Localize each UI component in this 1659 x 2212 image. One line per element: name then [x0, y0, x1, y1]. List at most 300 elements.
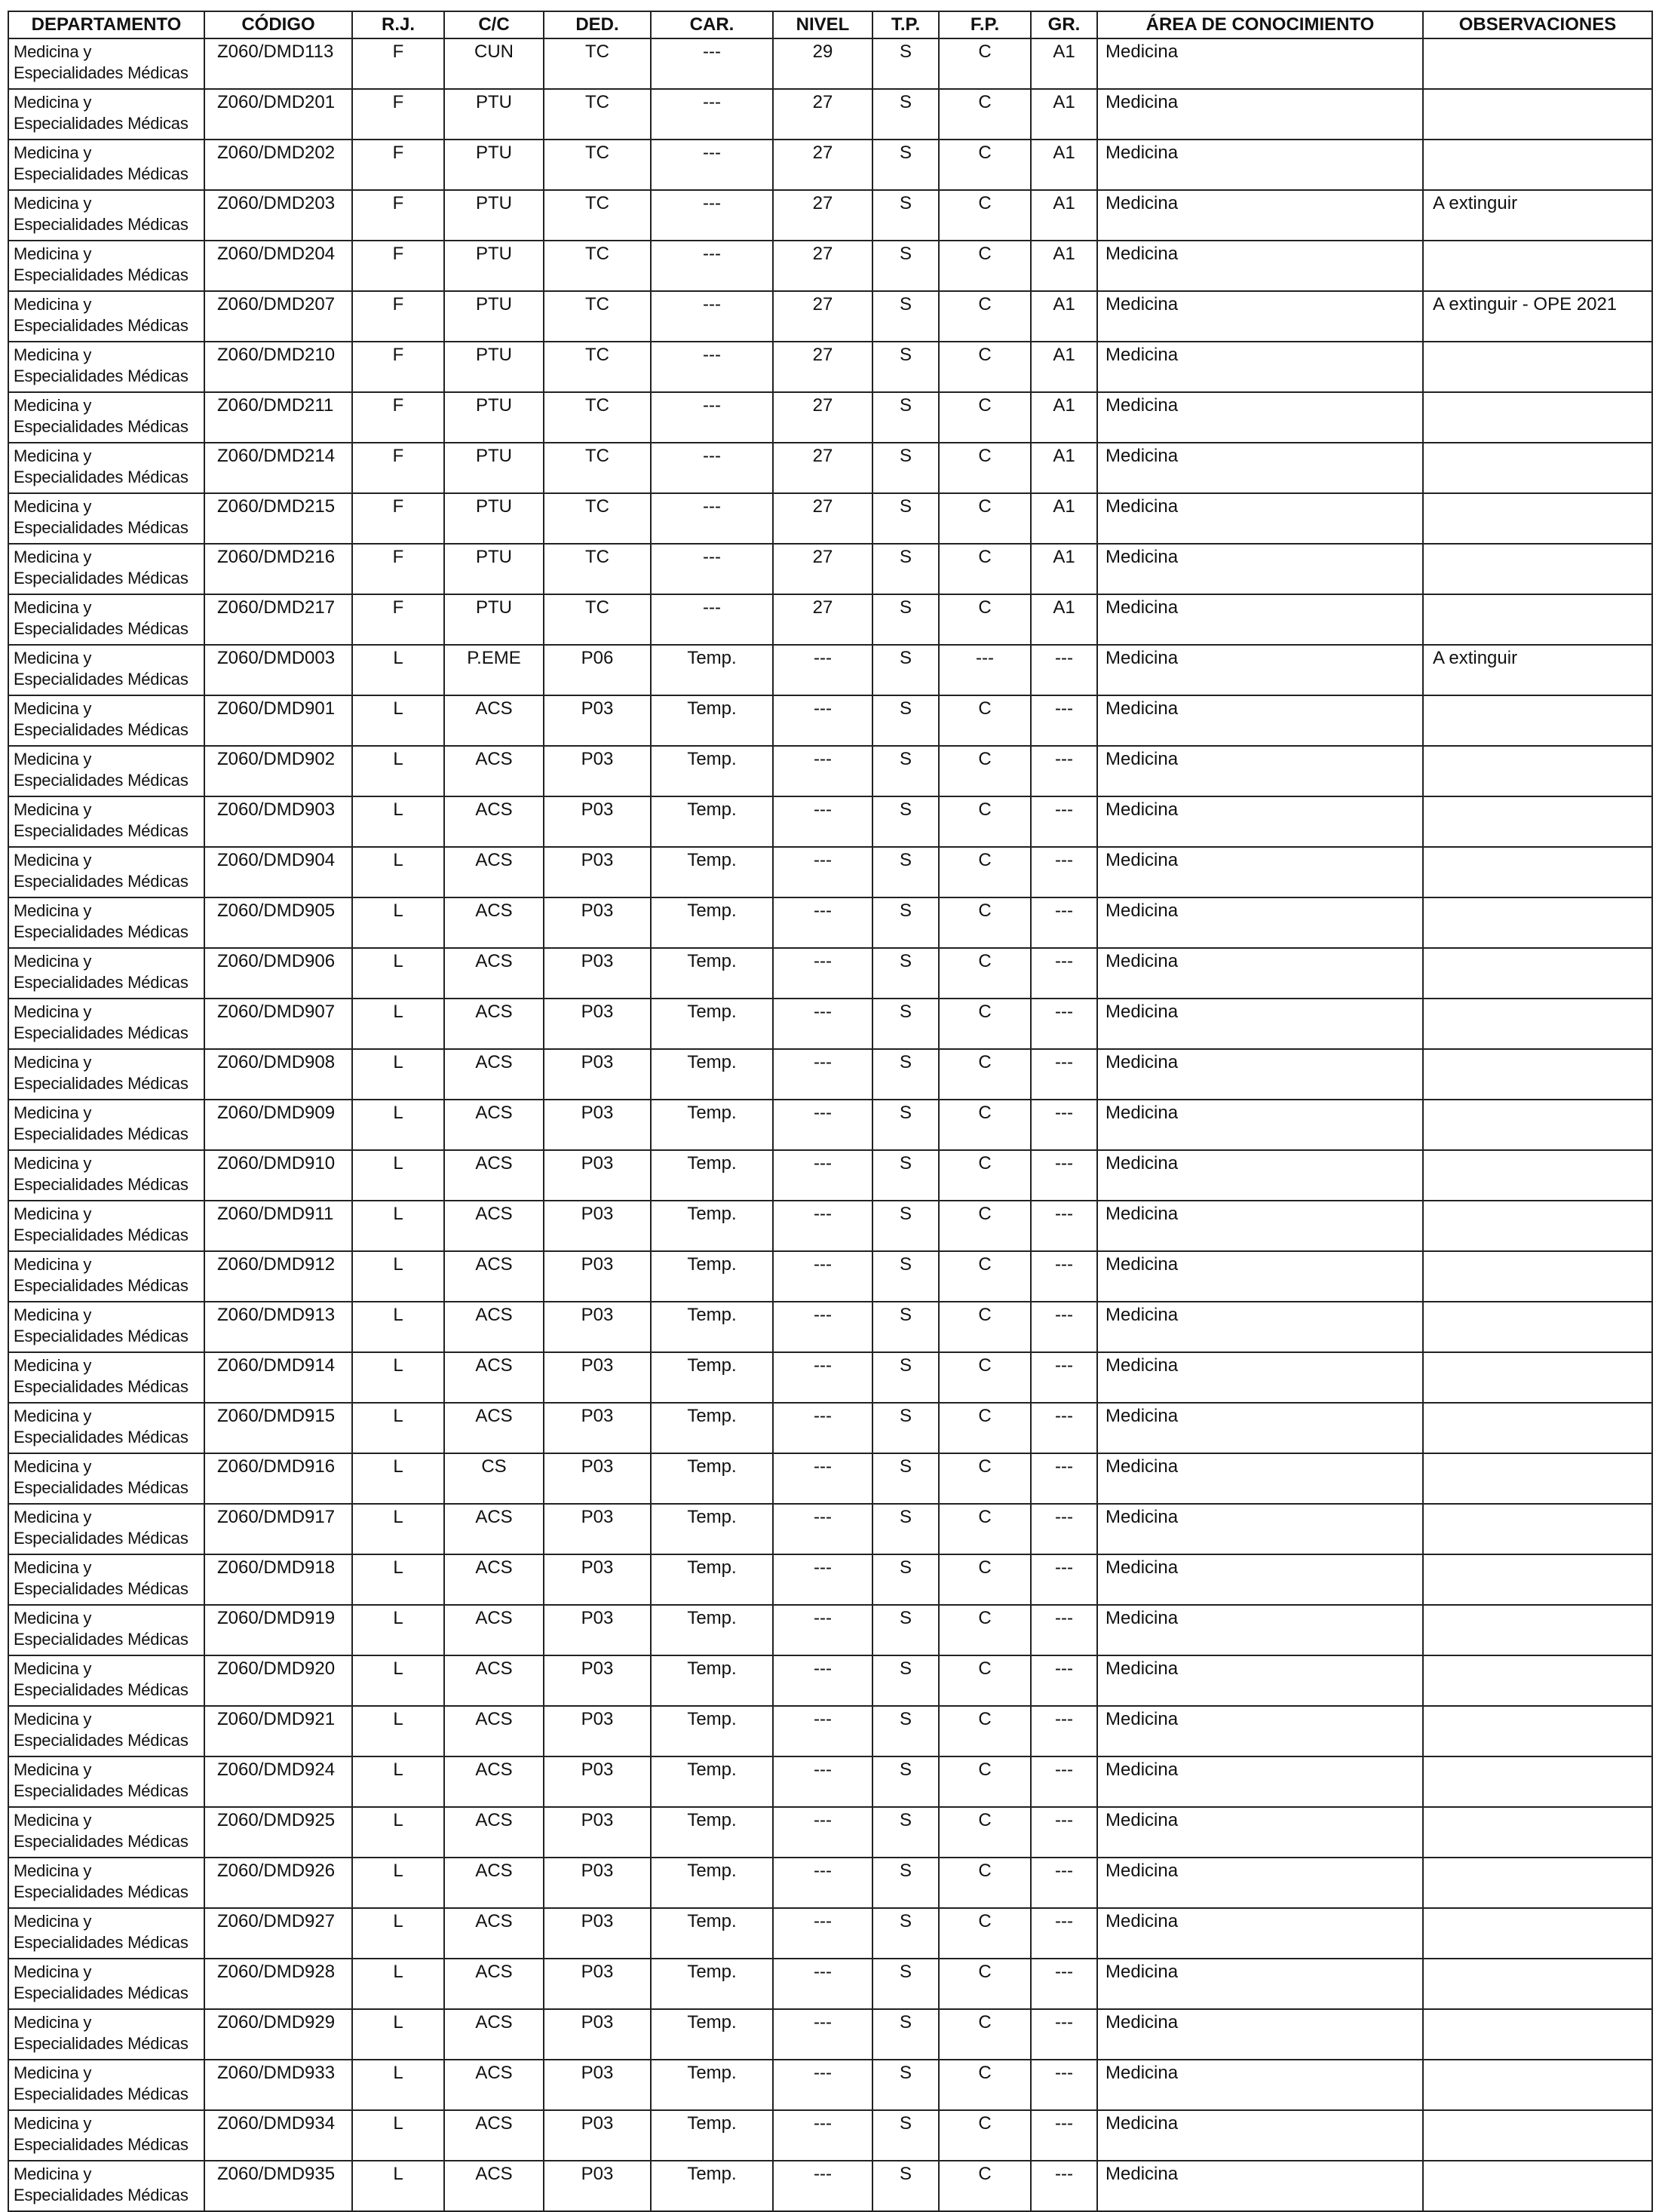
observaciones-cell	[1423, 594, 1652, 645]
cc-cell: ACS	[444, 1100, 544, 1150]
gr-cell: ---	[1031, 1554, 1097, 1605]
cc-cell: ACS	[444, 1706, 544, 1756]
gr-cell: A1	[1031, 594, 1097, 645]
cc-cell: ACS	[444, 695, 544, 746]
fp-cell: C	[939, 443, 1031, 493]
codigo-cell: Z060/DMD914	[204, 1352, 352, 1403]
cc-cell: ACS	[444, 1504, 544, 1554]
ded-cell: P03	[544, 1554, 651, 1605]
codigo-cell: Z060/DMD913	[204, 1302, 352, 1352]
ded-cell: P03	[544, 1605, 651, 1655]
rj-cell: F	[352, 493, 444, 544]
tp-cell: S	[872, 1959, 939, 2009]
table-row	[8, 1554, 1652, 1605]
header-car: CAR.	[651, 11, 773, 38]
departamento-cell: Medicina y Especialidades Médicas	[8, 241, 204, 291]
cc-cell: ACS	[444, 897, 544, 948]
observaciones-cell	[1423, 241, 1652, 291]
car-cell: Temp.	[651, 2110, 773, 2161]
ded-cell: P03	[544, 2161, 651, 2211]
fp-cell: C	[939, 1858, 1031, 1908]
fp-cell: C	[939, 392, 1031, 443]
rj-cell: L	[352, 1403, 444, 1453]
observaciones-cell	[1423, 493, 1652, 544]
ded-cell: P03	[544, 796, 651, 847]
tp-cell: S	[872, 1049, 939, 1100]
nivel-cell: 27	[773, 291, 872, 342]
ded-cell: TC	[544, 291, 651, 342]
car-cell: Temp.	[651, 1302, 773, 1352]
area-cell: Medicina	[1097, 2060, 1423, 2110]
codigo-cell: Z060/DMD207	[204, 291, 352, 342]
gr-cell: ---	[1031, 1251, 1097, 1302]
ded-cell: TC	[544, 392, 651, 443]
observaciones-cell	[1423, 1453, 1652, 1504]
cc-cell: ACS	[444, 1403, 544, 1453]
tp-cell: S	[872, 1251, 939, 1302]
tp-cell: S	[872, 140, 939, 190]
cc-cell: ACS	[444, 847, 544, 897]
gr-cell: ---	[1031, 695, 1097, 746]
fp-cell: C	[939, 1150, 1031, 1201]
area-cell: Medicina	[1097, 1655, 1423, 1706]
car-cell: Temp.	[651, 847, 773, 897]
car-cell: Temp.	[651, 1807, 773, 1858]
gr-cell: A1	[1031, 392, 1097, 443]
cc-cell: PTU	[444, 241, 544, 291]
fp-cell: C	[939, 1706, 1031, 1756]
fp-cell: C	[939, 140, 1031, 190]
nivel-cell: 27	[773, 392, 872, 443]
fp-cell: C	[939, 1302, 1031, 1352]
gr-cell: ---	[1031, 1959, 1097, 2009]
nivel-cell: ---	[773, 948, 872, 999]
rj-cell: F	[352, 190, 444, 241]
ded-cell: P03	[544, 1251, 651, 1302]
ded-cell: TC	[544, 241, 651, 291]
fp-cell: C	[939, 1352, 1031, 1403]
fp-cell: C	[939, 948, 1031, 999]
departamento-cell: Medicina y Especialidades Médicas	[8, 89, 204, 140]
nivel-cell: ---	[773, 1251, 872, 1302]
nivel-cell: ---	[773, 746, 872, 796]
departamento-cell: Medicina y Especialidades Médicas	[8, 897, 204, 948]
rj-cell: L	[352, 2009, 444, 2060]
departamento-cell: Medicina y Especialidades Médicas	[8, 1201, 204, 1251]
ded-cell: TC	[544, 342, 651, 392]
codigo-cell: Z060/DMD920	[204, 1655, 352, 1706]
ded-cell: P03	[544, 897, 651, 948]
gr-cell: A1	[1031, 190, 1097, 241]
gr-cell: ---	[1031, 1908, 1097, 1959]
table-row	[8, 746, 1652, 796]
departamento-cell: Medicina y Especialidades Médicas	[8, 746, 204, 796]
ded-cell: TC	[544, 594, 651, 645]
nivel-cell: ---	[773, 2060, 872, 2110]
rj-cell: F	[352, 241, 444, 291]
area-cell: Medicina	[1097, 1756, 1423, 1807]
cc-cell: PTU	[444, 291, 544, 342]
fp-cell: C	[939, 1554, 1031, 1605]
departamento-cell: Medicina y Especialidades Médicas	[8, 2060, 204, 2110]
cc-cell: PTU	[444, 594, 544, 645]
gr-cell: ---	[1031, 1756, 1097, 1807]
nivel-cell: ---	[773, 1655, 872, 1706]
header-ded: DED.	[544, 11, 651, 38]
ded-cell: P03	[544, 1049, 651, 1100]
cc-cell: ACS	[444, 1756, 544, 1807]
car-cell: Temp.	[651, 1908, 773, 1959]
cc-cell: PTU	[444, 342, 544, 392]
ded-cell: TC	[544, 140, 651, 190]
observaciones-cell	[1423, 1100, 1652, 1150]
tp-cell: S	[872, 948, 939, 999]
area-cell: Medicina	[1097, 2110, 1423, 2161]
gr-cell: ---	[1031, 1807, 1097, 1858]
observaciones-cell	[1423, 1403, 1652, 1453]
nivel-cell: ---	[773, 1908, 872, 1959]
departamento-cell: Medicina y Especialidades Médicas	[8, 1959, 204, 2009]
codigo-cell: Z060/DMD929	[204, 2009, 352, 2060]
cc-cell: PTU	[444, 544, 544, 594]
car-cell: ---	[651, 342, 773, 392]
departamento-cell: Medicina y Especialidades Médicas	[8, 1150, 204, 1201]
cc-cell: P.EME	[444, 645, 544, 695]
rj-cell: L	[352, 645, 444, 695]
codigo-cell: Z060/DMD908	[204, 1049, 352, 1100]
ded-cell: P03	[544, 1655, 651, 1706]
table-body	[8, 38, 1652, 2211]
tp-cell: S	[872, 695, 939, 746]
car-cell: Temp.	[651, 1706, 773, 1756]
header-rj: R.J.	[352, 11, 444, 38]
departamento-cell: Medicina y Especialidades Médicas	[8, 948, 204, 999]
codigo-cell: Z060/DMD905	[204, 897, 352, 948]
ded-cell: P03	[544, 695, 651, 746]
rj-cell: L	[352, 1049, 444, 1100]
observaciones-cell	[1423, 140, 1652, 190]
departamento-cell: Medicina y Especialidades Médicas	[8, 847, 204, 897]
car-cell: ---	[651, 544, 773, 594]
fp-cell: C	[939, 1100, 1031, 1150]
area-cell: Medicina	[1097, 746, 1423, 796]
departamento-cell: Medicina y Especialidades Médicas	[8, 796, 204, 847]
codigo-cell: Z060/DMD916	[204, 1453, 352, 1504]
tp-cell: S	[872, 291, 939, 342]
area-cell: Medicina	[1097, 1403, 1423, 1453]
area-cell: Medicina	[1097, 1453, 1423, 1504]
rj-cell: L	[352, 1605, 444, 1655]
rj-cell: L	[352, 897, 444, 948]
cc-cell: ACS	[444, 2060, 544, 2110]
departamento-cell: Medicina y Especialidades Médicas	[8, 645, 204, 695]
ded-cell: P03	[544, 1403, 651, 1453]
rj-cell: L	[352, 1352, 444, 1403]
codigo-cell: Z060/DMD927	[204, 1908, 352, 1959]
table-row	[8, 1908, 1652, 1959]
ded-cell: TC	[544, 38, 651, 89]
cc-cell: ACS	[444, 2161, 544, 2211]
table-row	[8, 1504, 1652, 1554]
area-cell: Medicina	[1097, 1959, 1423, 2009]
codigo-cell: Z060/DMD214	[204, 443, 352, 493]
gr-cell: ---	[1031, 847, 1097, 897]
fp-cell: C	[939, 2161, 1031, 2211]
area-cell: Medicina	[1097, 1352, 1423, 1403]
codigo-cell: Z060/DMD918	[204, 1554, 352, 1605]
area-cell: Medicina	[1097, 291, 1423, 342]
rj-cell: L	[352, 695, 444, 746]
departamento-cell: Medicina y Especialidades Médicas	[8, 1756, 204, 1807]
fp-cell: C	[939, 999, 1031, 1049]
tp-cell: S	[872, 2060, 939, 2110]
header-tp: T.P.	[872, 11, 939, 38]
rj-cell: L	[352, 1251, 444, 1302]
fp-cell: C	[939, 1605, 1031, 1655]
rj-cell: L	[352, 1908, 444, 1959]
nivel-cell: ---	[773, 999, 872, 1049]
observaciones-cell	[1423, 1302, 1652, 1352]
area-cell: Medicina	[1097, 796, 1423, 847]
departamento-cell: Medicina y Especialidades Médicas	[8, 1807, 204, 1858]
cc-cell: ACS	[444, 1605, 544, 1655]
observaciones-cell	[1423, 443, 1652, 493]
area-cell: Medicina	[1097, 948, 1423, 999]
rj-cell: L	[352, 1504, 444, 1554]
car-cell: Temp.	[651, 1554, 773, 1605]
area-cell: Medicina	[1097, 1706, 1423, 1756]
tp-cell: S	[872, 1403, 939, 1453]
car-cell: Temp.	[651, 1605, 773, 1655]
nivel-cell: 27	[773, 443, 872, 493]
codigo-cell: Z060/DMD216	[204, 544, 352, 594]
gr-cell: ---	[1031, 1605, 1097, 1655]
tp-cell: S	[872, 1858, 939, 1908]
rj-cell: L	[352, 1302, 444, 1352]
ded-cell: P03	[544, 948, 651, 999]
rj-cell: L	[352, 1959, 444, 2009]
table-row	[8, 1655, 1652, 1706]
table-row	[8, 1100, 1652, 1150]
table-row	[8, 443, 1652, 493]
cc-cell: PTU	[444, 493, 544, 544]
departamento-cell: Medicina y Especialidades Médicas	[8, 594, 204, 645]
nivel-cell: ---	[773, 1504, 872, 1554]
area-cell: Medicina	[1097, 2009, 1423, 2060]
codigo-cell: Z060/DMD217	[204, 594, 352, 645]
cc-cell: ACS	[444, 1251, 544, 1302]
ded-cell: P03	[544, 1807, 651, 1858]
cc-cell: ACS	[444, 1150, 544, 1201]
nivel-cell: 27	[773, 493, 872, 544]
tp-cell: S	[872, 847, 939, 897]
car-cell: Temp.	[651, 1251, 773, 1302]
nivel-cell: 27	[773, 190, 872, 241]
area-cell: Medicina	[1097, 897, 1423, 948]
departamento-cell: Medicina y Especialidades Médicas	[8, 38, 204, 89]
car-cell: ---	[651, 392, 773, 443]
fp-cell: C	[939, 2009, 1031, 2060]
fp-cell: C	[939, 291, 1031, 342]
table-row	[8, 999, 1652, 1049]
observaciones-cell: A extinguir - OPE 2021	[1423, 291, 1652, 342]
rj-cell: F	[352, 342, 444, 392]
cc-cell: ACS	[444, 1655, 544, 1706]
area-cell: Medicina	[1097, 1554, 1423, 1605]
observaciones-cell	[1423, 2009, 1652, 2060]
fp-cell: C	[939, 38, 1031, 89]
codigo-cell: Z060/DMD911	[204, 1201, 352, 1251]
cc-cell: ACS	[444, 1858, 544, 1908]
observaciones-cell	[1423, 544, 1652, 594]
tp-cell: S	[872, 2009, 939, 2060]
area-cell: Medicina	[1097, 140, 1423, 190]
table-row	[8, 695, 1652, 746]
nivel-cell: ---	[773, 645, 872, 695]
tp-cell: S	[872, 999, 939, 1049]
fp-cell: C	[939, 241, 1031, 291]
codigo-cell: Z060/DMD901	[204, 695, 352, 746]
tp-cell: S	[872, 38, 939, 89]
fp-cell: C	[939, 89, 1031, 140]
rj-cell: F	[352, 89, 444, 140]
observaciones-cell	[1423, 897, 1652, 948]
table-row	[8, 1453, 1652, 1504]
gr-cell: ---	[1031, 1352, 1097, 1403]
area-cell: Medicina	[1097, 999, 1423, 1049]
rj-cell: L	[352, 999, 444, 1049]
car-cell: Temp.	[651, 1504, 773, 1554]
car-cell: Temp.	[651, 796, 773, 847]
observaciones-cell	[1423, 1605, 1652, 1655]
codigo-cell: Z060/DMD903	[204, 796, 352, 847]
tp-cell: S	[872, 897, 939, 948]
nivel-cell: ---	[773, 1756, 872, 1807]
observaciones-cell	[1423, 1504, 1652, 1554]
ded-cell: P06	[544, 645, 651, 695]
ded-cell: TC	[544, 443, 651, 493]
observaciones-cell	[1423, 2161, 1652, 2211]
codigo-cell: Z060/DMD906	[204, 948, 352, 999]
tp-cell: S	[872, 1908, 939, 1959]
codigo-cell: Z060/DMD934	[204, 2110, 352, 2161]
fp-cell: C	[939, 847, 1031, 897]
gr-cell: A1	[1031, 443, 1097, 493]
area-cell: Medicina	[1097, 1504, 1423, 1554]
area-cell: Medicina	[1097, 847, 1423, 897]
codigo-cell: Z060/DMD210	[204, 342, 352, 392]
fp-cell: C	[939, 1403, 1031, 1453]
nivel-cell: ---	[773, 1100, 872, 1150]
gr-cell: ---	[1031, 746, 1097, 796]
area-cell: Medicina	[1097, 1807, 1423, 1858]
observaciones-cell	[1423, 847, 1652, 897]
gr-cell: ---	[1031, 999, 1097, 1049]
gr-cell: A1	[1031, 493, 1097, 544]
header-area: ÁREA DE CONOCIMIENTO	[1097, 11, 1423, 38]
codigo-cell: Z060/DMD902	[204, 746, 352, 796]
table-row	[8, 948, 1652, 999]
header-row	[8, 11, 1652, 38]
observaciones-cell	[1423, 1807, 1652, 1858]
car-cell: Temp.	[651, 1150, 773, 1201]
codigo-cell: Z060/DMD917	[204, 1504, 352, 1554]
nivel-cell: ---	[773, 1554, 872, 1605]
fp-cell: C	[939, 1908, 1031, 1959]
tp-cell: S	[872, 190, 939, 241]
table-row	[8, 2110, 1652, 2161]
tp-cell: S	[872, 1504, 939, 1554]
tp-cell: S	[872, 544, 939, 594]
gr-cell: ---	[1031, 1302, 1097, 1352]
departamento-cell: Medicina y Especialidades Médicas	[8, 544, 204, 594]
fp-cell: C	[939, 796, 1031, 847]
car-cell: Temp.	[651, 1403, 773, 1453]
area-cell: Medicina	[1097, 342, 1423, 392]
car-cell: Temp.	[651, 1858, 773, 1908]
departamento-cell: Medicina y Especialidades Médicas	[8, 342, 204, 392]
ded-cell: P03	[544, 1100, 651, 1150]
observaciones-cell	[1423, 999, 1652, 1049]
ded-cell: P03	[544, 746, 651, 796]
rj-cell: L	[352, 1756, 444, 1807]
table-row	[8, 594, 1652, 645]
observaciones-cell	[1423, 1049, 1652, 1100]
codigo-cell: Z060/DMD933	[204, 2060, 352, 2110]
gr-cell: ---	[1031, 1655, 1097, 1706]
observaciones-cell	[1423, 695, 1652, 746]
table-row	[8, 1150, 1652, 1201]
fp-cell: C	[939, 1959, 1031, 2009]
codigo-cell: Z060/DMD915	[204, 1403, 352, 1453]
observaciones-cell	[1423, 1706, 1652, 1756]
gr-cell: ---	[1031, 1150, 1097, 1201]
observaciones-cell	[1423, 2110, 1652, 2161]
table-row	[8, 2161, 1652, 2211]
observaciones-cell	[1423, 1858, 1652, 1908]
tp-cell: S	[872, 1706, 939, 1756]
cc-cell: PTU	[444, 190, 544, 241]
cc-cell: ACS	[444, 1554, 544, 1605]
rj-cell: L	[352, 2161, 444, 2211]
fp-cell: C	[939, 594, 1031, 645]
tp-cell: S	[872, 1201, 939, 1251]
gr-cell: ---	[1031, 2161, 1097, 2211]
ded-cell: P03	[544, 1150, 651, 1201]
area-cell: Medicina	[1097, 1908, 1423, 1959]
table-row	[8, 1049, 1652, 1100]
rj-cell: L	[352, 1858, 444, 1908]
rj-cell: L	[352, 1150, 444, 1201]
tp-cell: S	[872, 1100, 939, 1150]
table-row	[8, 1756, 1652, 1807]
departamento-cell: Medicina y Especialidades Médicas	[8, 493, 204, 544]
nivel-cell: ---	[773, 1453, 872, 1504]
codigo-cell: Z060/DMD904	[204, 847, 352, 897]
departamento-cell: Medicina y Especialidades Médicas	[8, 1605, 204, 1655]
car-cell: ---	[651, 140, 773, 190]
departamento-cell: Medicina y Especialidades Médicas	[8, 1504, 204, 1554]
area-cell: Medicina	[1097, 1302, 1423, 1352]
rj-cell: L	[352, 1554, 444, 1605]
gr-cell: A1	[1031, 89, 1097, 140]
departamento-cell: Medicina y Especialidades Médicas	[8, 1554, 204, 1605]
ded-cell: P03	[544, 1706, 651, 1756]
codigo-cell: Z060/DMD201	[204, 89, 352, 140]
tp-cell: S	[872, 1756, 939, 1807]
car-cell: ---	[651, 190, 773, 241]
car-cell: ---	[651, 594, 773, 645]
